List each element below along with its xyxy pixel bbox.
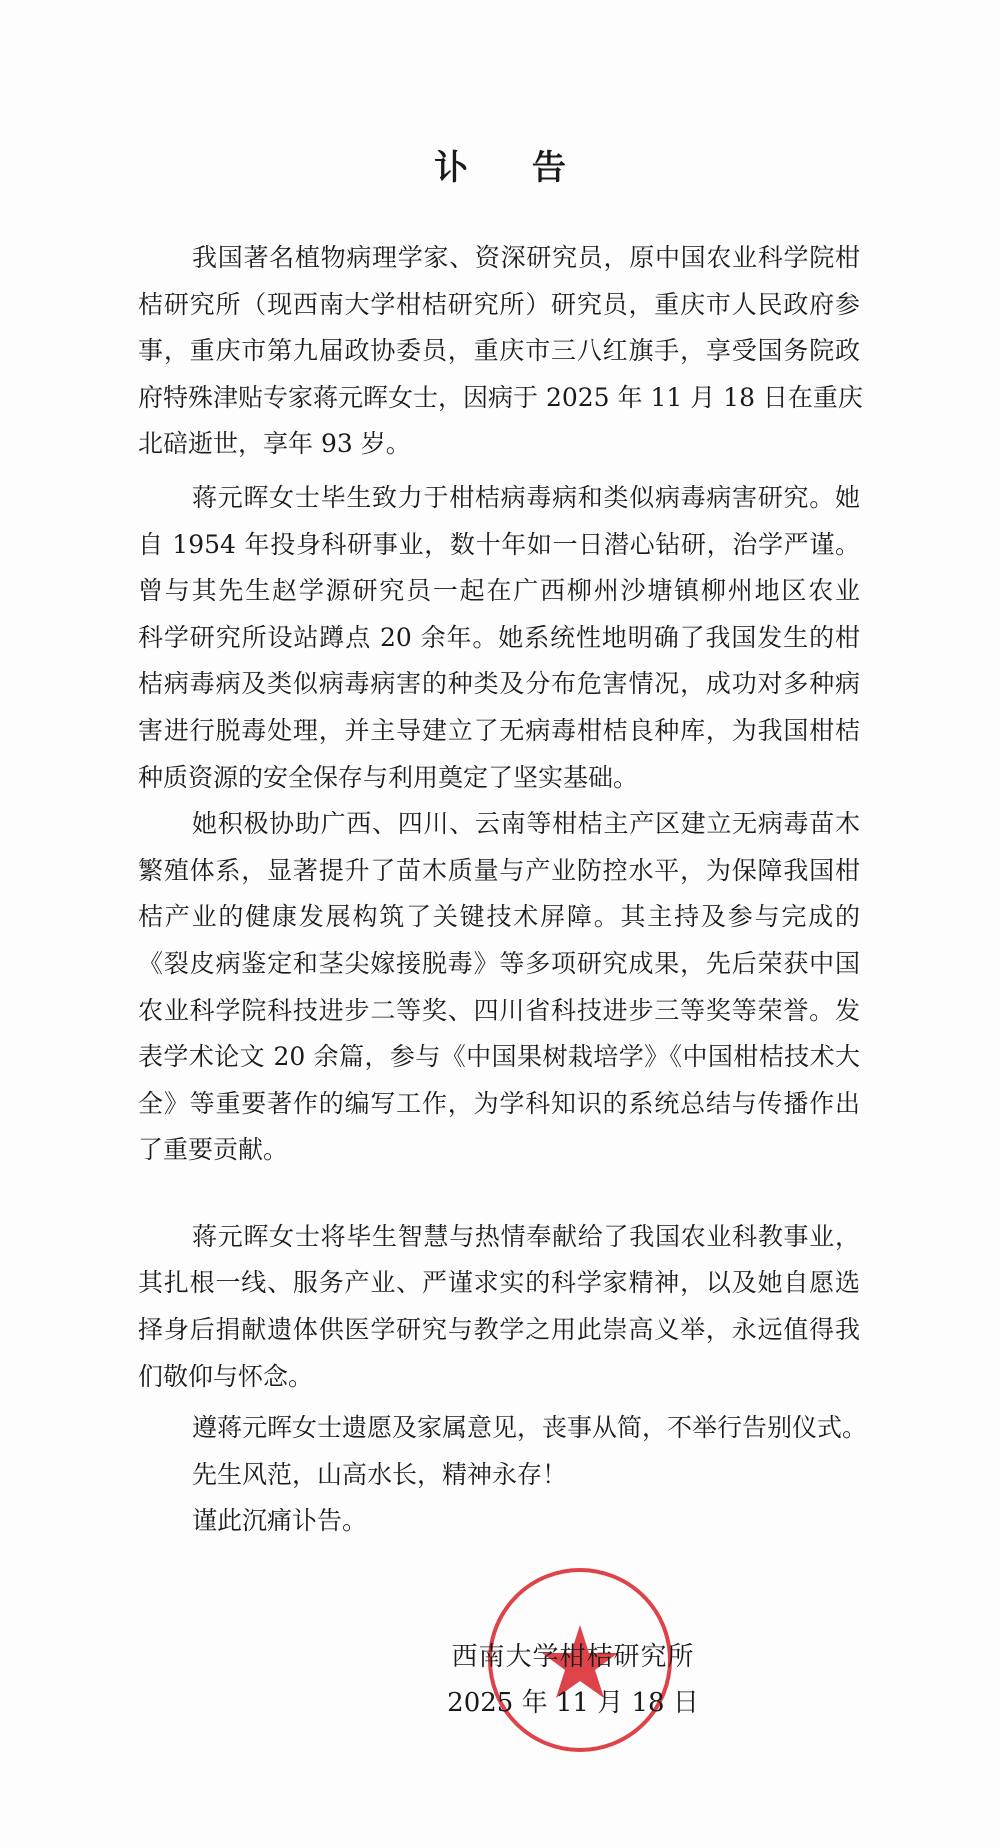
paragraph-line: 种质资源的安全保存与利用奠定了坚实基础。 xyxy=(138,762,639,792)
paragraph-line: 了重要贡献。 xyxy=(138,1135,289,1165)
paragraph-line: 蒋元晖女士毕生致力于柑桔病毒病和类似病毒病害研究。她 xyxy=(192,482,860,512)
paragraph-line: 害进行脱毒处理，并主导建立了无病毒柑桔良种库，为我国柑桔 xyxy=(138,715,860,745)
paragraph-line: 府特殊津贴专家蒋元晖女士，因病于 2025 年 11 月 18 日在重庆 xyxy=(138,382,863,412)
paragraph-line: 桔病毒病及类似病毒病害的种类及分布危害情况，成功对多种病 xyxy=(138,669,860,699)
paragraph-line: 桔产业的健康发展构筑了关键技术屏障。其主持及参与完成的 xyxy=(138,902,860,932)
paragraph-line: 表学术论文 20 余篇，参与《中国果树栽培学》《中国柑桔技术大 xyxy=(138,1042,860,1072)
paragraph-line: 自 1954 年投身科研事业，数十年如一日潜心钻研，治学严谨。 xyxy=(138,529,860,559)
paragraph-2 xyxy=(138,475,860,801)
paragraph-line: 其扎根一线、服务产业、严谨求实的科学家精神，以及她自愿选 xyxy=(138,1268,860,1298)
paragraph-3 xyxy=(138,801,860,1174)
paragraph-line: 《裂皮病鉴定和茎尖嫁接脱毒》等多项研究成果，先后荣获中国 xyxy=(138,948,860,978)
document-body xyxy=(138,235,868,1545)
paragraph-line: 择身后捐献遗体供医学研究与教学之用此崇高义举，永远值得我 xyxy=(138,1315,860,1345)
signature-organization: 西南大学柑桔研究所 xyxy=(451,1642,695,1672)
document-title: 讣 告 xyxy=(434,148,592,188)
paragraph-line: 我国著名植物病理学家、资深研究员，原中国农业科学院柑 xyxy=(192,243,860,272)
paragraph-4 xyxy=(138,1214,860,1400)
closing-line: 谨此沉痛讣告。 xyxy=(192,1506,368,1536)
signature-date: 2025 年 11 月 18 日 xyxy=(447,1688,699,1718)
paragraph-1 xyxy=(138,235,863,468)
paragraph-line: 们敬仰与怀念。 xyxy=(138,1361,314,1391)
paragraph-line: 桔研究所（现西南大学柑桔研究所）研究员，重庆市人民政府参 xyxy=(138,289,860,319)
paragraph-line: 繁殖体系，显著提升了苗木质量与产业防控水平，为保障我国柑 xyxy=(138,855,860,885)
closing-line: 先生风范，山高水长，精神永存！ xyxy=(192,1459,568,1489)
closing-line: 遵蒋元晖女士遗愿及家属意见，丧事从简，不举行告别仪式。 xyxy=(192,1413,868,1443)
paragraph-line: 她积极协助广西、四川、云南等柑桔主产区建立无病毒苗木 xyxy=(192,809,860,839)
closing-lines xyxy=(138,1405,868,1545)
paragraph-line: 事，重庆市第九届政协委员，重庆市三八红旗手，享受国务院政 xyxy=(138,336,860,366)
paragraph-line: 曾与其先生赵学源研究员一起在广西柳州沙塘镇柳州地区农业 xyxy=(138,576,860,606)
paragraph-line: 科学研究所设站蹲点 20 余年。她系统性地明确了我国发生的柑 xyxy=(138,622,860,652)
paragraph-line: 蒋元晖女士将毕生智慧与热情奉献给了我国农业科教事业， xyxy=(192,1221,860,1251)
paragraph-line: 农业科学院科技进步二等奖、四川省科技进步三等奖等荣誉。发 xyxy=(138,995,860,1025)
paragraph-line: 北碚逝世，享年 93 岁。 xyxy=(138,429,411,459)
paragraph-line: 全》等重要著作的编写工作，为学科知识的系统总结与传播作出 xyxy=(138,1088,860,1118)
